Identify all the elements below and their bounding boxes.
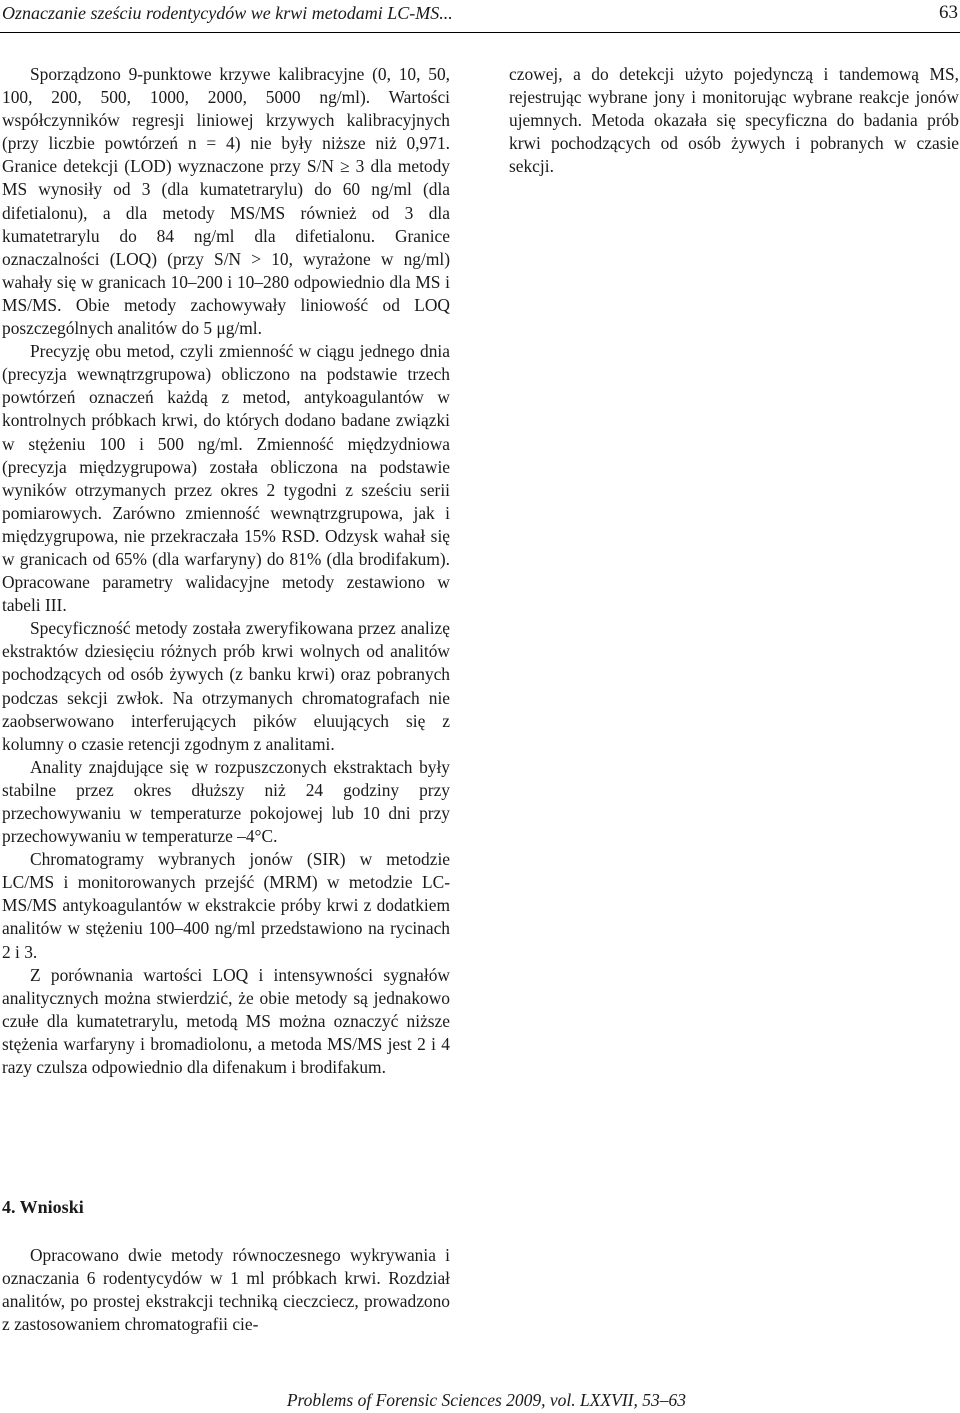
paragraph-calibration: Sporządzono 9-punktowe krzywe kalibracyjne (0, 10, 50, 100, 200, 500, 1000, 2000, 5000 ng/ml). Wartości współczynników regresji liniowej krzywych kalibracyjnych (przy liczbie powtórzeń n = 4) nie były niższe niż 0,971. Granice detekcji (LOD) wyznaczone przy S/N ≥ 3 dla metody MS wynosiły od 3 (dla kumatetrarylu) do 60 ng/ml (dla difetialonu), a dla metody MS/MS również od 3 dla kumatetrarylu do 84 ng/ml dla difetialonu. Granice oznaczalności (LOQ) (przy S/N > 10, wyrażone w ng/ml) wahały się w granicach 10–200 i 10–280 odpowiednio dla MS i MS/MS. Obie metody zachowywały liniowość od LOQ poszczególnych analitów do 5 μg/ml.	[2, 64, 450, 339]
paragraph-stability: Anality znajdujące się w rozpuszczonych ekstraktach były stabilne przez okres dłuższy niż 24 godziny przy przechowywaniu w temperaturze pokojowej lub 10 dni przy przechowywaniu w temperaturze –4°C.	[2, 756, 450, 847]
right-column	[509, 63, 959, 178]
section-heading: 4. Wnioski	[2, 1197, 84, 1217]
left-column	[2, 63, 450, 1079]
paragraph-comparison: Z porównania wartości LOQ i intensywności sygnałów analitycznych można stwierdzić, że obie metody są jednakowo czułe dla kumatetrarylu, metodą MS można oznaczyć niższe stężenia warfaryny i bromadiolonu, a metoda MS/MS jest 2 i 4 razy czulsza odpowiednio dla difenakum i brodifakum.	[2, 964, 450, 1078]
paragraph-specificity: Specyficzność metody została zweryfikowana przez analizę ekstraktów dziesięciu różnych prób krwi wolnych od analitów pochodzących od osób żywych (z banku krwi) oraz pobranych podczas sekcji zwłok. Na otrzymanych chromatografach nie zaobserwowano interferujących pików eluujących się z kolumny o czasie retencji zgodnym z analitami.	[2, 618, 450, 754]
conclusions-section	[2, 1196, 450, 1336]
paragraph-chromatograms: Chromatogramy wybranych jonów (SIR) w metodzie LC/MS i monitorowanych przejść (MRM) w metodzie LC-MS/MS antykoagulantów w ekstrakcie próby krwi z dodatkiem analitów w stężeniu 100–400 ng/ml przedstawiono na rycinach 2 i 3.	[2, 849, 450, 962]
paragraph-conclusions: Opracowano dwie metody równoczesnego wykrywania i oznaczania 6 rodentycydów w 1 ml próbkach krwi. Rozdział analitów, po prostej ekstrakcji techniką cieczciecz, prowadzono z zastosowaniem chromatografii cie-	[2, 1245, 450, 1335]
journal-footer: Problems of Forensic Sciences 2009, vol. LXXVII, 53–63	[286, 1390, 686, 1410]
paragraph-precision: Precyzję obu metod, czyli zmienność w ciągu jednego dnia (precyzja wewnątrzgrupowa) obliczono na podstawie trzech powtórzeń oznaczeń każdą z metod, antykoagulantów w kontrolnych próbkach krwi, do których dodano badane związki w stężeniu 100 i 500 ng/ml. Zmienność międzydniowa (precyzja międzygrupowa) została obliczona na podstawie wyników otrzymanych przez okres 2 tygodni z sześciu serii pomiarowych. Zarówno zmienność wewnątrzgrupowa, jak i międzygrupowa, nie przekraczała 15% RSD. Odzysk wahał się w granicach od 65% (dla warfaryny) do 81% (dla brodifakum). Opracowane parametry walidacyjne metody zestawiono w tabeli III.	[2, 341, 450, 616]
running-title: Oznaczanie sześciu rodentycydów we krwi metodami LC-MS...	[2, 3, 453, 23]
header-divider	[0, 32, 960, 33]
paragraph-continuation: czowej, a do detekcji użyto pojedynczą i tandemową MS, rejestrując wybrane jony i monitorując wybrane reakcje jonów ujemnych. Metoda okazała się specyficzna do badania prób krwi pochodzących od osób żywych i pobranych w czasie sekcji.	[509, 64, 959, 177]
page-number: 63	[939, 2, 958, 23]
